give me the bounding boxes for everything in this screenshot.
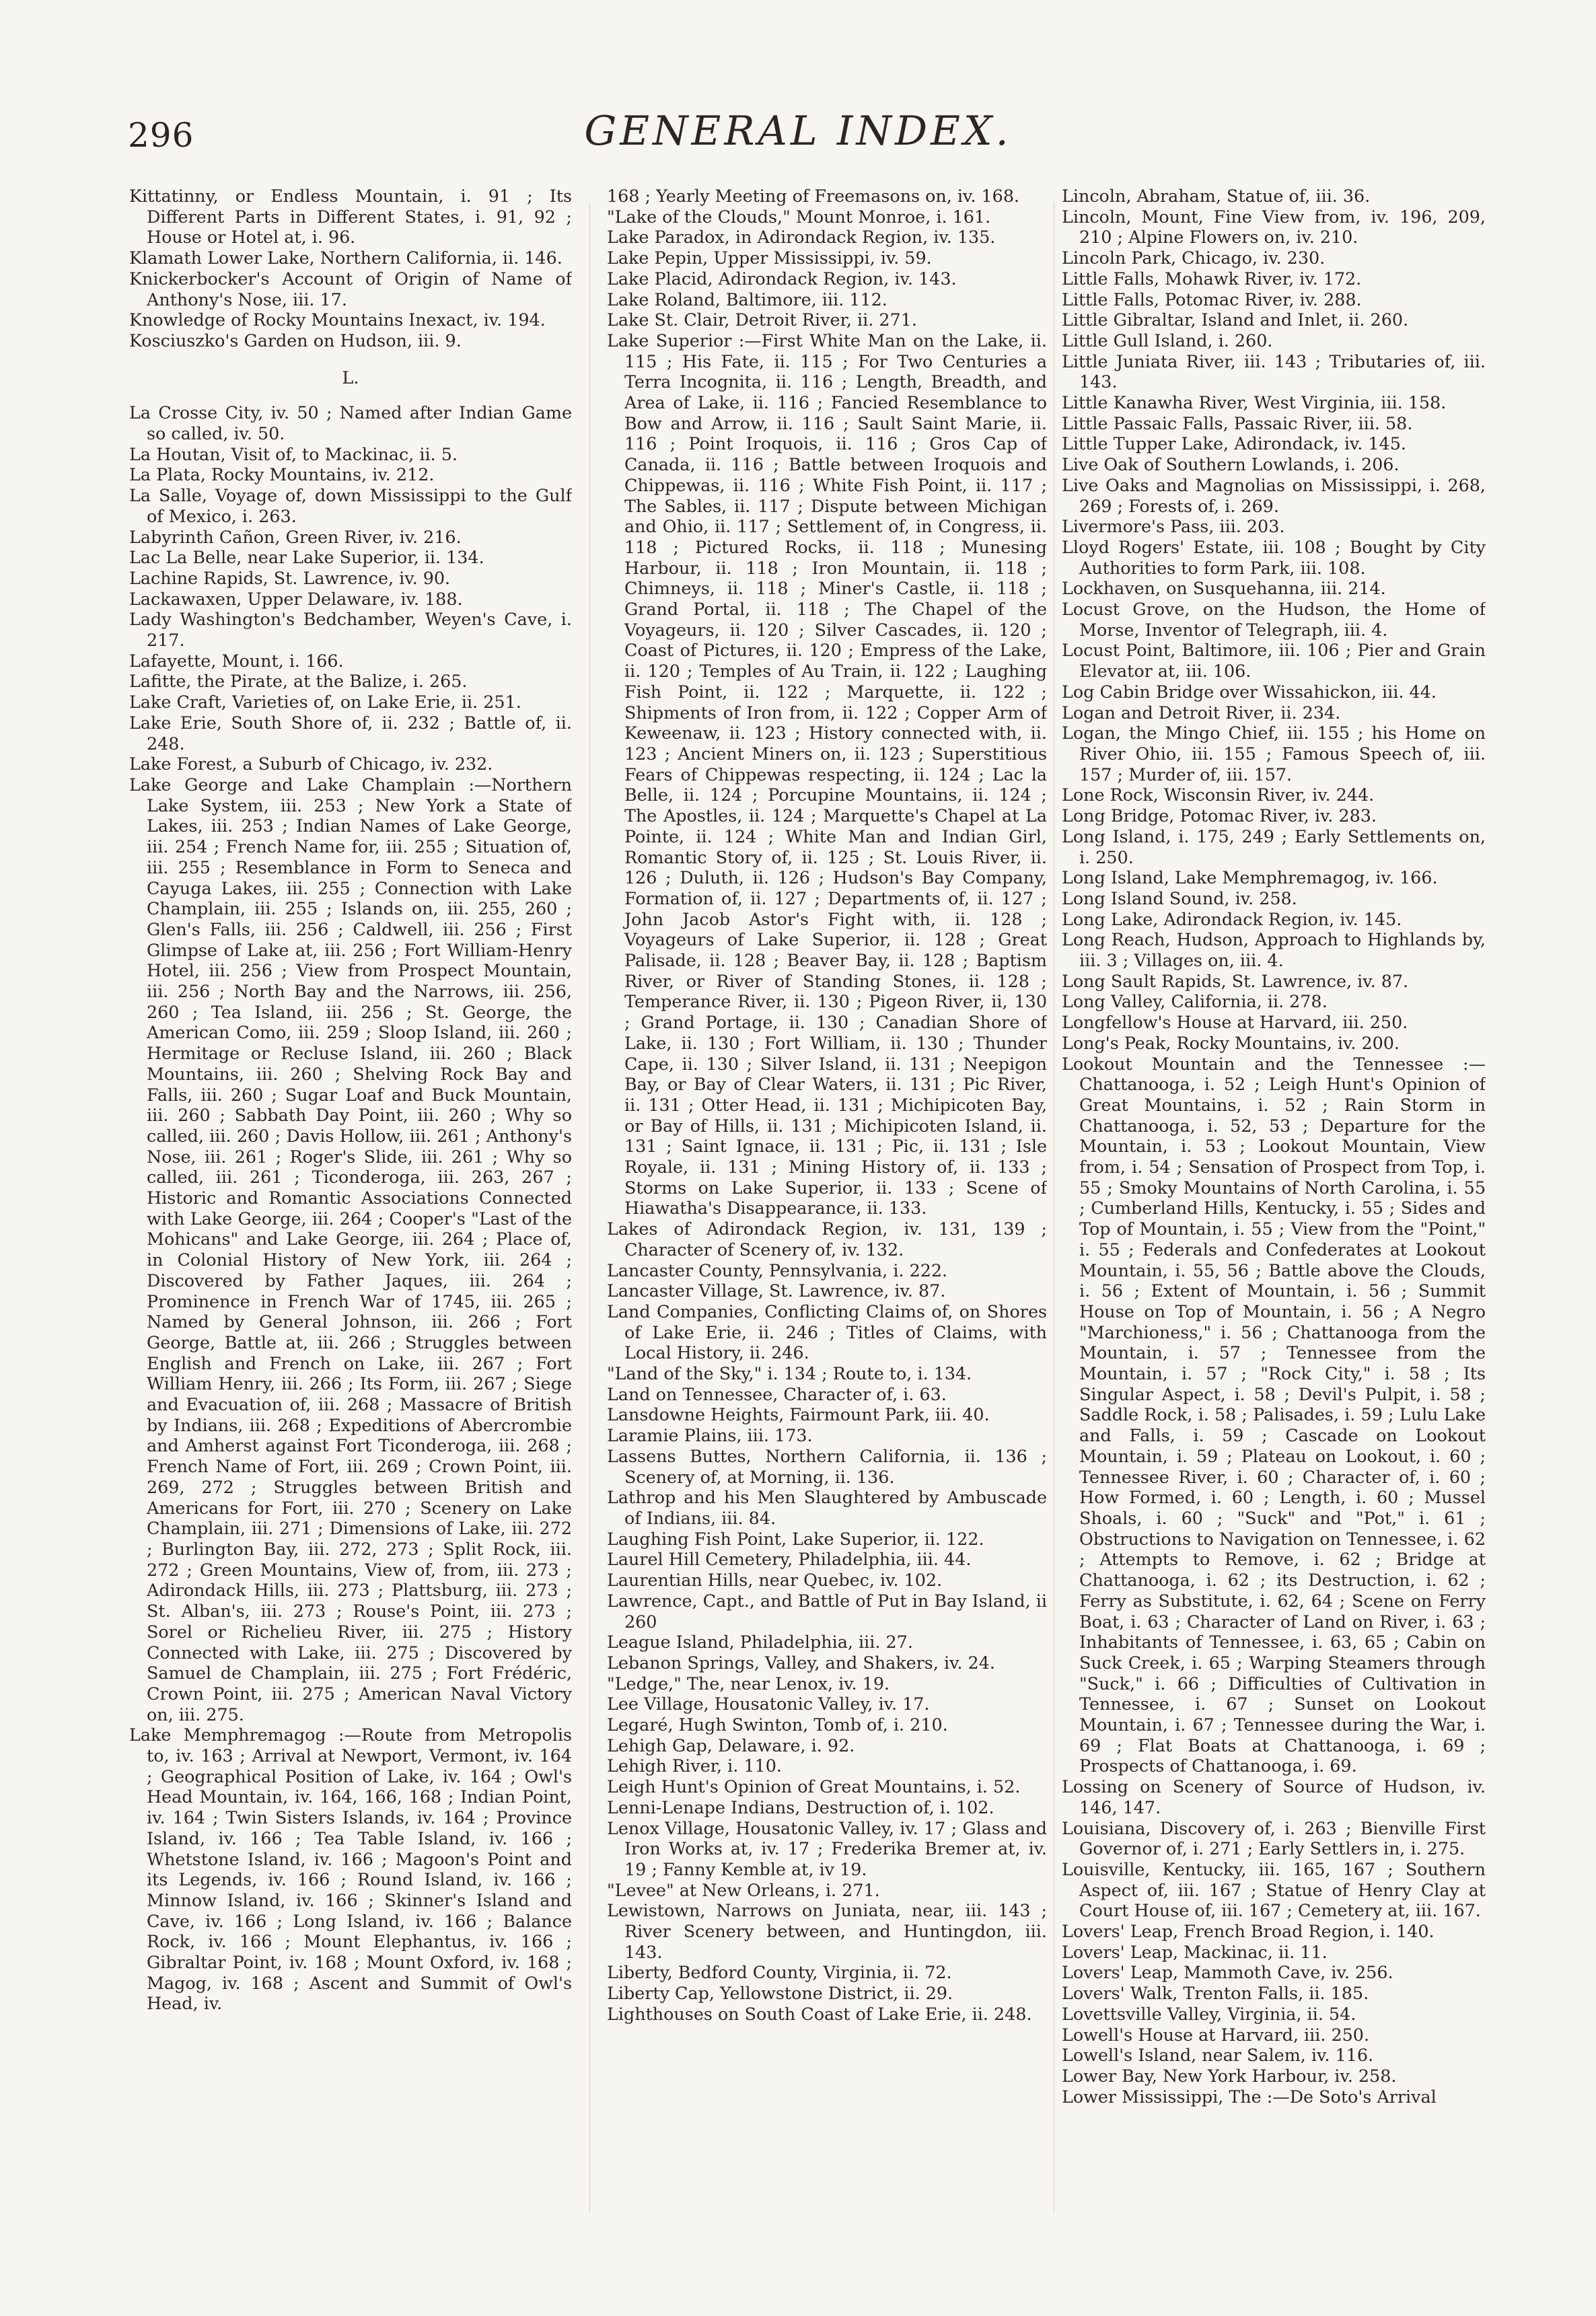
index-entry: Liberty, Bedford County, Virginia, ii. 72. bbox=[607, 1962, 952, 1983]
index-entry: Lighthouses on South Coast of Lake Erie, ii. 248. bbox=[607, 2003, 1032, 2024]
index-entry: Little Gibraltar, Island and Inlet, ii. 260. bbox=[1062, 310, 1409, 330]
index-entry: Leigh Hunt's Opinion of Great Mountains, i. 52. bbox=[607, 1776, 1021, 1797]
index-entry: Lake Craft, Varieties of, on Lake Erie, ii. 251. bbox=[129, 692, 521, 713]
index-entry: Lowell's Island, near Salem, iv. 116. bbox=[1062, 2045, 1374, 2066]
index-entry: Lovers' Leap, Mammoth Cave, iv. 256. bbox=[1062, 1962, 1393, 1983]
index-entry: Lafitte, the Pirate, at the Balize, i. 265. bbox=[129, 671, 468, 692]
index-entry: Log Cabin Bridge over Wissahickon, iii. 44. bbox=[1062, 681, 1437, 702]
index-entry: La Crosse City, iv. 50 ; Named after Indian Game so called, iv. 50. bbox=[129, 402, 572, 444]
index-entry: Little Kanawha River, West Virginia, iii. 158. bbox=[1062, 392, 1447, 413]
index-entry: Land Companies, Conflicting Claims of, on Shores of Lake Erie, ii. 246 ; Titles of Claims, with Local History, ii. 246. bbox=[607, 1301, 1047, 1363]
index-entry: Knickerbocker's Account of Origin of Name of Anthony's Nose, iii. 17. bbox=[129, 268, 572, 310]
index-entry: Little Tupper Lake, Adirondack, iv. 145. bbox=[1062, 433, 1406, 454]
index-entry: Lawrence, Capt., and Battle of Put in Bay Island, ii 260 bbox=[607, 1590, 1047, 1632]
index-entry: Knowledge of Rocky Mountains Inexact, iv. 194. bbox=[129, 310, 546, 330]
index-entry: Little Falls, Potomac River, iv. 288. bbox=[1062, 289, 1362, 310]
index-entry: Lake Erie, South Shore of, ii. 232 ; Battle of, ii. 248. bbox=[129, 712, 572, 754]
index-column-right bbox=[1062, 186, 1486, 2285]
index-entry: Lovers' Walk, Trenton Falls, ii. 185. bbox=[1062, 1983, 1369, 2004]
page-number: 296 bbox=[128, 116, 194, 155]
index-entry: Kosciuszko's Garden on Hudson, iii. 9. bbox=[129, 330, 462, 351]
column-divider bbox=[589, 202, 590, 2214]
index-entry: Logan and Detroit River, ii. 234. bbox=[1062, 702, 1341, 723]
index-entry: La Houtan, Visit of, to Mackinac, ii. 5. bbox=[129, 443, 458, 464]
index-entry: Live Oak of Southern Lowlands, i. 206. bbox=[1062, 454, 1400, 475]
index-entry: Lowell's House at Harvard, iii. 250. bbox=[1062, 2024, 1370, 2045]
index-entry: Lincoln, Abraham, Statue of, iii. 36. bbox=[1062, 186, 1371, 206]
index-entry: Lakes of Adirondack Region, iv. 131, 139 ; Character of Scenery of, iv. 132. bbox=[607, 1219, 1047, 1260]
index-entry: Lathrop and his Men Slaughtered by Ambuscade of Indians, iii. 84. bbox=[607, 1487, 1047, 1528]
index-entry: Lookout Mountain and the Tennessee :—Chattanooga, i. 52 ; Leigh Hunt's Opinion of Great Mountains, i. 52 ; Rain Storm in Chattanooga, i. 52, 53 ; Departure for the Mountain, i. 53 ; Lookout Mountain, View from, i. 54 ; Sensation of Prospect from Top, i. 55 ; Smoky Mountains of North Carolina, i. 55 ; Cumberland Hills, Kentucky, i. 55 ; Sides and Top of Mountain, i. 55 ; View from the "Point," i. 55 ; Federals and Confederates at Lookout Mountain, i. 55, 56 ; Battle above the Clouds, i. 56 ; Extent of Mountain, i. 56 ; Summit House on Top of Mountain, i. 56 ; A Negro "Marchioness," i. 56 ; Chattanooga from the Mountain, i. 57 ; Tennessee from the Mountain, i. 57 ; "Rock City," i. 58 ; Its Singular Aspect, i. 58 ; Devil's Pulpit, i. 58 ; Saddle Rock, i. 58 ; Palisades, i. 59 ; Lulu Lake and Falls, i. 59 ; Cascade on Lookout Mountain, i. 59 ; Plateau on Lookout, i. 60 ; Tennessee River, i. 60 ; Character of, i. 60 ; How Formed, i. 60 ; Length, i. 60 ; Mussel Shoals, i. 60 ; "Suck" and "Pot," i. 61 ; Obstructions to Navigation on Tennessee, i. 62 ; Attempts to Remove, i. 62 ; Bridge at Chattanooga, i. 62 ; its Destruction, i. 62 ; Ferry as Substitute, i. 62, 64 ; Scene on Ferry Boat, i. 63 ; Character of Land on River, i. 63 ; Inhabitants of Tennessee, i. 63, 65 ; Cabin on Suck Creek, i. 65 ; Warping Steamers through "Suck," i. 66 ; Difficulties of Cultivation in Tennessee, i. 67 ; Sunset on Lookout Mountain, i. 67 ; Tennessee during the War, i. 69 ; Flat Boats at Chattanooga, i. 69 ; Prospects of Chattanooga, i. 69. bbox=[1062, 1053, 1486, 1776]
index-entry: Lossing on Scenery of Source of Hudson, iv. 146, 147. bbox=[1062, 1776, 1486, 1817]
index-entry: Lake Superior :—First White Man on the Lake, ii. 115 ; His Fate, ii. 115 ; For Two Centuries a Terra Incognita, ii. 116 ; Length, Breadth, and Area of Lake, ii. 116 ; Fancied Resemblance to Bow and Arrow, ii. 116 ; Sault Saint Marie, ii. 116 ; Point Iroquois, ii. 116 ; Gros Cap of Canada, ii. 116 ; Battle between Iroquois and Chippewas, ii. 116 ; White Fish Point, ii. 117 ; The Sables, ii. 117 ; Dispute between Michigan and Ohio, ii. 117 ; Settlement of, in Congress, ii. 118 ; Pictured Rocks, ii. 118 ; Munesing Harbour, ii. 118 ; Iron Mountain, ii. 118 ; Chimneys, ii. 118 ; Miner's Castle, ii. 118 ; Grand Portal, ii. 118 ; The Chapel of the Voyageurs, ii. 120 ; Silver Cascades, ii. 120 ; Coast of Pictures, ii. 120 ; Empress of the Lake, ii. 120 ; Temples of Au Train, ii. 122 ; Laughing Fish Point, ii. 122 ; Marquette, ii. 122 ; Shipments of Iron from, ii. 122 ; Copper Arm of Keweenaw, ii. 123 ; History connected with, ii. 123 ; Ancient Miners on, ii. 123 ; Superstitious Fears of Chippewas respecting, ii. 124 ; Lac la Belle, ii. 124 ; Porcupine Mountains, ii. 124 ; The Apostles, ii. 124 ; Marquette's Chapel at La Pointe, ii. 124 ; White Man and Indian Girl, Romantic Story of, ii. 125 ; St. Louis River, ii. 126 ; Duluth, ii. 126 ; Hudson's Bay Company, Formation of, ii. 127 ; Departments of, ii. 127 ; John Jacob Astor's Fight with, ii. 128 ; Voyageurs of Lake Superior, ii. 128 ; Great Palisade, ii. 128 ; Beaver Bay, ii. 128 ; Baptism River, or River of Standing Stones, ii. 128 ; Temperance River, ii. 130 ; Pigeon River, ii, 130 ; Grand Portage, ii. 130 ; Canadian Shore of Lake, ii. 130 ; Fort William, ii. 130 ; Thunder Cape, ii. 130 ; Silver Island, ii. 131 ; Neepigon Bay, or Bay of Clear Waters, ii. 131 ; Pic River, ii. 131 ; Otter Head, ii. 131 ; Michipicoten Bay, or Bay of Hills, ii. 131 ; Michipicoten Island, ii. 131 ; Saint Ignace, ii. 131 ; Pic, ii. 131 ; Isle Royale, ii. 131 ; Mining History of, ii. 133 ; Storms on Lake Superior, ii. 133 ; Scene of Hiawatha's Disappearance, ii. 133. bbox=[607, 330, 1047, 1219]
index-entry: Long Island, Lake Memphremagog, iv. 166. bbox=[1062, 867, 1438, 888]
index-entry: Louisiana, Discovery of, i. 263 ; Bienville First Governor of, i. 271 ; Early Settlers in, i. 275. bbox=[1062, 1817, 1486, 1859]
index-entry: Lassens Buttes, Northern California, ii. 136 ; Scenery of, at Morning, ii. 136. bbox=[607, 1445, 1047, 1487]
index-entry: Lenni-Lenape Indians, Destruction of, i. 102. bbox=[607, 1797, 994, 1817]
index-entry: Lovers' Leap, Mackinac, ii. 11. bbox=[1062, 1941, 1328, 1962]
index-entry: Lake Forest, a Suburb of Chicago, iv. 232. bbox=[129, 754, 493, 774]
index-entry: Lincoln, Mount, Fine View from, iv. 196, 209, 210 ; Alpine Flowers on, iv. 210. bbox=[1062, 206, 1486, 248]
index-entry: Lehigh River, i. 110. bbox=[607, 1756, 782, 1776]
index-entry: Lower Bay, New York Harbour, iv. 258. bbox=[1062, 2065, 1397, 2086]
index-entry: "Land of the Sky," i. 134 ; Route to, i. 134. bbox=[607, 1363, 972, 1384]
index-entry: Long Island Sound, iv. 258. bbox=[1062, 888, 1297, 908]
index-entry: Lovers' Leap, French Broad Region, i. 140. bbox=[1062, 1921, 1435, 1942]
index-entry: Long's Peak, Rocky Mountains, iv. 200. bbox=[1062, 1032, 1400, 1053]
index-entry: Long Sault Rapids, St. Lawrence, iv. 87. bbox=[1062, 970, 1409, 991]
index-entry: Liberty Cap, Yellowstone District, ii. 29. bbox=[607, 1983, 953, 2004]
index-entry: Logan, the Mingo Chief, iii. 155 ; his Home on River Ohio, iii. 155 ; Famous Speech of, iii. 157 ; Murder of, iii. 157. bbox=[1062, 723, 1486, 785]
index-entry: Lloyd Rogers' Estate, iii. 108 ; Bought by City Authorities to form Park, iii. 108. bbox=[1062, 536, 1486, 578]
index-entry: Lenox Village, Housatonic Valley, iv. 17 ; Glass and Iron Works at, iv. 17 ; Frederika Bremer at, iv. 19 ; Fanny Kemble at, iv 19. bbox=[607, 1817, 1047, 1879]
index-entry: Lake George and Lake Champlain :—Northern Lake System, iii. 253 ; New York a State of Lakes, iii. 253 ; Indian Names of Lake George, iii. 254 ; French Name for, iii. 255 ; Situation of, iii. 255 ; Resemblance in Form to Seneca and Cayuga Lakes, iii. 255 ; Connection with Lake Champlain, iii. 255 ; Islands on, iii. 255, 260 ; Glen's Falls, iii. 256 ; Caldwell, iii. 256 ; First Glimpse of Lake at, iii. 256 ; Fort William-Henry Hotel, iii. 256 ; View from Prospect Mountain, iii. 256 ; North Bay and the Narrows, iii. 256, 260 ; Tea Island, iii. 256 ; St. George, the American Como, iii. 259 ; Sloop Island, iii. 260 ; Hermitage or Recluse Island, iii. 260 ; Black Mountains, iii. 260 ; Shelving Rock Bay and Falls, iii. 260 ; Sugar Loaf and Buck Mountain, iii. 260 ; Sabbath Day Point, iii. 260 ; Why so called, iii. 260 ; Davis Hollow, iii. 261 ; Anthony's Nose, iii. 261 ; Roger's Slide, iii. 261 ; Why so called, iii. 261 ; Ticonderoga, iii. 263, 267 ; Historic and Romantic Associations Connected with Lake George, iii. 264 ; Cooper's "Last of the Mohicans" and Lake George, iii. 264 ; Place of, in Colonial History of New York, iii. 264 ; Discovered by Father Jaques, iii. 264 ; Prominence in French War of 1745, iii. 265 ; Named by General Johnson, iii. 266 ; Fort George, Battle at, iii. 266 ; Struggles between English and French on Lake, iii. 267 ; Fort William Henry, iii. 266 ; Its Form, iii. 267 ; Siege and Evacuation of, iii. 268 ; Massacre of British by Indians, iii. 268 ; Expeditions of Abercrombie and Amherst against Fort Ticonderoga, iii. 268 ; French Name of Fort, iii. 269 ; Crown Point, iii. 269, 272 ; Struggles between British and Americans for Fort, iii. 270 ; Scenery on Lake Champlain, iii. 271 ; Dimensions of Lake, iii. 272 ; Burlington Bay, iii. 272, 273 ; Split Rock, iii. 272 ; Green Mountains, View of, from, iii. 273 ; Adirondack Hills, iii. 273 ; Plattsburg, iii. 273 ; St. Alban's, iii. 273 ; Rouse's Point, iii. 273 ; Sorel or Richelieu River, iii. 275 ; History Connected with Lake, iii. 275 ; Discovered by Samuel de Champlain, iii. 275 ; Fort Frédéric, Crown Point, iii. 275 ; American Naval Victory on, iii. 275. bbox=[129, 774, 572, 1725]
index-column-left bbox=[129, 186, 572, 2285]
section-letter-heading: L. bbox=[342, 367, 359, 388]
index-entry: Laramie Plains, iii. 173. bbox=[607, 1425, 813, 1446]
index-entry: Lockhaven, on Susquehanna, iii. 214. bbox=[1062, 578, 1386, 599]
index-entry: Lady Washington's Bedchamber, Weyen's Cave, i. 217. bbox=[129, 609, 572, 651]
index-entry: Land on Tennessee, Character of, i. 63. bbox=[607, 1383, 947, 1404]
index-entry: Lake Paradox, in Adirondack Region, iv. 135. bbox=[607, 227, 996, 248]
index-entry: "Ledge," The, near Lenox, iv. 19. bbox=[607, 1673, 890, 1694]
index-entry: Lackawaxen, Upper Delaware, iv. 188. bbox=[129, 588, 463, 609]
index-entry: Locust Point, Baltimore, iii. 106 ; Pier and Grain Elevator at, iii. 106. bbox=[1062, 640, 1486, 682]
index-entry: Lansdowne Heights, Fairmount Park, iii. 40. bbox=[607, 1404, 990, 1425]
index-entry: Lovettsville Valley, Virginia, ii. 54. bbox=[1062, 2003, 1356, 2024]
index-entry: Laurentian Hills, near Quebec, iv. 102. bbox=[607, 1570, 943, 1591]
index-entry: Long Island, i. 175, 249 ; Early Settlements on, i. 250. bbox=[1062, 826, 1486, 867]
index-entry: Lebanon Springs, Valley, and Shakers, iv. 24. bbox=[607, 1652, 995, 1673]
index-entry: Little Gull Island, i. 260. bbox=[1062, 330, 1273, 351]
index-entry: Lake Roland, Baltimore, iii. 112. bbox=[607, 289, 887, 310]
index-entry: Legaré, Hugh Swinton, Tomb of, i. 210. bbox=[607, 1714, 948, 1735]
index-entry: Lac La Belle, near Lake Superior, ii. 134. bbox=[129, 547, 484, 568]
index-entry: Lehigh Gap, Delaware, i. 92. bbox=[607, 1735, 855, 1756]
index-entry: Laurel Hill Cemetery, Philadelphia, iii. 44. bbox=[607, 1549, 972, 1570]
index-entry: Klamath Lower Lake, Northern California, ii. 146. bbox=[129, 248, 563, 268]
index-entry: Louisville, Kentucky, iii. 165, 167 ; Southern Aspect of, iii. 167 ; Statue of Henry Clay at Court House of, iii. 167 ; Cemetery at, iii. 167. bbox=[1062, 1858, 1486, 1921]
index-entry: Lincoln Park, Chicago, iv. 230. bbox=[1062, 248, 1326, 268]
index-entry: Lake Memphremagog :—Route from Metropolis to, iv. 163 ; Arrival at Newport, Vermont, iv. 164 ; Geographical Position of Lake, iv. 164 ; Owl's Head Mountain, iv. 164, 166, 168 ; Indian Point, iv. 164 ; Twin Sisters Islands, iv. 164 ; Province Island, iv. 166 ; Tea Table Island, iv. 166 ; Whetstone Island, iv. 166 ; Magoon's Point and its Legends, iv. 166 ; Round Island, iv. 166 ; Minnow Island, iv. 166 ; Skinner's Island and Cave, iv. 166 ; Long Island, iv. 166 ; Balance Rock, iv. 166 ; Mount Elephantus, iv. 166 ; Gibraltar Point, iv. 168 ; Mount Oxford, iv. 168 ; Magog, iv. 168 ; Ascent and Summit of Owl's Head, iv. bbox=[129, 1725, 572, 2014]
index-entry: Little Passaic Falls, Passaic River, iii. 58. bbox=[1062, 412, 1413, 433]
index-entry: Lafayette, Mount, i. 166. bbox=[129, 650, 344, 671]
index-entry: Lake Placid, Adirondack Region, iv. 143. bbox=[607, 268, 957, 289]
index-entry: Lake Pepin, Upper Mississippi, iv. 59. bbox=[607, 248, 932, 268]
index-entry: Lee Village, Housatonic Valley, iv. 17. bbox=[607, 1694, 930, 1714]
index-column-middle bbox=[607, 186, 1047, 2285]
index-entry: Lachine Rapids, St. Lawrence, iv. 90. bbox=[129, 567, 451, 588]
index-entry: Long Lake, Adirondack Region, iv. 145. bbox=[1062, 908, 1402, 929]
index-entry: League Island, Philadelphia, iii. 27. bbox=[607, 1632, 913, 1653]
index-entry: Long Reach, Hudson, Approach to Highlands by, iii. 3 ; Villages on, iii. 4. bbox=[1062, 929, 1486, 971]
index-entry: Lake St. Clair, Detroit River, ii. 271. bbox=[607, 310, 917, 330]
index-entry: Labyrinth Cañon, Green River, iv. 216. bbox=[129, 526, 462, 547]
index-entry: Livermore's Pass, iii. 203. bbox=[1062, 516, 1285, 537]
index-entry: Lancaster County, Pennsylvania, i. 222. bbox=[607, 1260, 948, 1280]
index-entry: Laughing Fish Point, Lake Superior, ii. 122. bbox=[607, 1528, 984, 1549]
index-entry: 168 ; Yearly Meeting of Freemasons on, iv. 168. bbox=[607, 186, 1020, 206]
index-entry: Little Juniata River, iii. 143 ; Tributaries of, iii. 143. bbox=[1062, 351, 1486, 392]
index-entry: Long Bridge, Potomac River, iv. 283. bbox=[1062, 805, 1377, 826]
index-entry: Longfellow's House at Harvard, iii. 250. bbox=[1062, 1012, 1408, 1033]
index-entry: Live Oaks and Magnolias on Mississippi, i. 268, 269 ; Forests of, i. 269. bbox=[1062, 474, 1486, 516]
index-entry: Lower Mississippi, The :—De Soto's Arrival bbox=[1062, 2086, 1437, 2107]
index-entry: Lone Rock, Wisconsin River, iv. 244. bbox=[1062, 785, 1375, 805]
page-title: GENERAL INDEX. bbox=[584, 108, 1012, 155]
index-entry: Long Valley, California, ii. 278. bbox=[1062, 991, 1328, 1012]
index-entry: Lancaster Village, St. Lawrence, iv. 87. bbox=[607, 1280, 946, 1301]
index-entry: Locust Grove, on the Hudson, the Home of Morse, Inventor of Telegraph, iii. 4. bbox=[1062, 599, 1486, 640]
index-entry: "Lake of the Clouds," Mount Monroe, i. 161. bbox=[607, 206, 991, 227]
index-entry: Lewistown, Narrows on Juniata, near, iii. 143 ; River Scenery between, and Huntingdon, iii. 143. bbox=[607, 1900, 1047, 1962]
page-header bbox=[0, 0, 1596, 175]
index-entry: Kittatinny, or Endless Mountain, i. 91 ; Its Different Parts in Different States, i. 91, 92 ; House or Hotel at, i. 96. bbox=[129, 186, 572, 248]
index-entry: La Plata, Rocky Mountains, iv. 212. bbox=[129, 464, 435, 485]
index-entry: "Levee" at New Orleans, i. 271. bbox=[607, 1879, 880, 1900]
index-entry: Little Falls, Mohawk River, iv. 172. bbox=[1062, 268, 1362, 289]
index-entry: La Salle, Voyage of, down Mississippi to the Gulf of Mexico, i. 263. bbox=[129, 485, 572, 526]
index-columns bbox=[0, 186, 1596, 2285]
